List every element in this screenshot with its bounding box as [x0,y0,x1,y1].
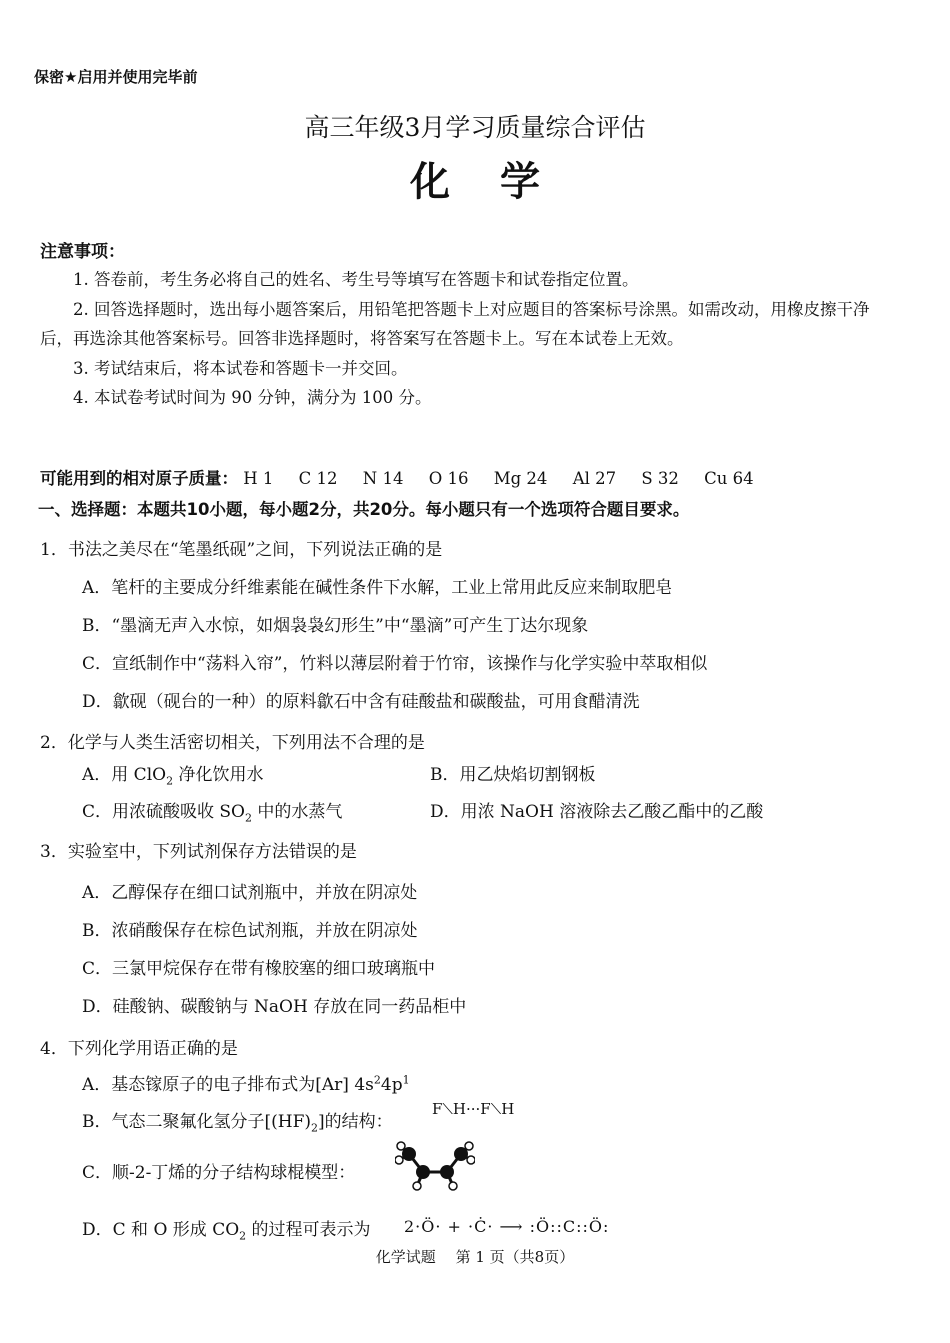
cis-2-butene-ball-stick-model [395,1140,475,1192]
mass-value: O 16 [428,469,469,488]
q1-option-d: D．歙砚（砚台的一种）的原料歙石中含有硅酸盐和碳酸盐，可用食醋清洗 [82,692,640,712]
hf-dimer-structure: F⟍H···F⟍H [432,1100,515,1118]
confidential-label: 保密★启用并使用完毕前 [34,68,198,86]
section-heading: 一、选择题：本题共10小题，每小题2分，共20分。每小题只有一个选项符合题目要求。 [38,500,690,519]
question-1-stem: 1．书法之美尽在“笔墨纸砚”之间，下列说法正确的是 [40,540,443,560]
q3-option-b: B．浓硝酸保存在棕色试剂瓶，并放在阴凉处 [82,921,418,941]
mass-value: C 12 [298,469,338,488]
q2-option-b: B．用乙炔焰切割钢板 [430,765,596,785]
q1-option-b: B．“墨滴无声入水惊，如烟袅袅幻形生”中“墨滴”可产生丁达尔现象 [82,616,589,636]
hydrogen-atom [449,1182,457,1190]
mass-value: H 1 [243,469,274,488]
hydrogen-atom [467,1156,475,1164]
q3-option-c: C．三氯甲烷保存在带有橡胶塞的细口玻璃瓶中 [82,959,436,979]
exam-title: 高三年级3月学习质量综合评估 [304,113,646,142]
notice-heading: 注意事项： [40,242,125,262]
atomic-masses-label: 可能用到的相对原子质量： [40,469,238,488]
notice-item: 3. 考试结束后，将本试卷和答题卡一并交回。 [73,358,408,378]
hydrogen-atom [395,1156,403,1164]
notice-item: 2. 回答选择题时，选出每小题答案后，用铅笔把答题卡上对应题目的答案标号涂黑。如需改动，用橡皮擦干净后，再选涂其他答案标号。回答非选择题时，将答案写在答题卡上。写在本试卷上无效。 [40,299,870,348]
mass-value: Al 27 [572,469,617,488]
question-4-stem: 4．下列化学用语正确的是 [40,1039,238,1059]
notice-item: 1. 答卷前，考生务必将自己的姓名、考生号等填写在答题卡和试卷指定位置。 [73,270,639,289]
q2-option-d: D．用浓 NaOH 溶液除去乙酸乙酯中的乙酸 [430,802,764,822]
atomic-masses [40,465,774,489]
page-footer: 化学试题 第 1 页（共8页） [375,1248,575,1266]
notice-list [40,265,870,413]
carbon-atom [416,1165,430,1179]
q1-option-a: A．笔杆的主要成分纤维素能在碱性条件下水解，工业上常用此反应来制取肥皂 [82,578,673,598]
q1-option-c: C．宣纸制作中“荡料入帘”，竹料以薄层附着于竹帘，该操作与化学实验中萃取相似 [82,654,708,674]
q4-option-a: A．基态镓原子的电子排布式为[Ar] $4s^24p^1$ [82,1073,410,1095]
q3-option-a: A．乙醇保存在细口试剂瓶中，并放在阴凉处 [82,883,418,903]
question-3-stem: 3．实验室中，下列试剂保存方法错误的是 [40,842,357,862]
notice-item: 4. 本试卷考试时间为 90 分钟，满分为 100 分。 [73,388,432,407]
carbon-atom [440,1165,454,1179]
q4-option-d: D．C 和 O 形成 $CO_2$ 的过程可表示为 [82,1220,371,1243]
q4-option-c: C．顺-2-丁烯的分子结构球棍模型： [82,1163,356,1183]
subject-title: 化学 [410,158,590,205]
hydrogen-atom [397,1142,405,1150]
lewis-equation: 2·Ö· + ·Ċ· ⟶ :Ö::C::Ö: [404,1217,610,1236]
mass-value: N 14 [362,469,404,488]
q3-option-d: D．硅酸钠、碳酸钠与 NaOH 存放在同一药品柜中 [82,997,467,1017]
hydrogen-atom [465,1142,473,1150]
mass-value: S 32 [641,469,679,488]
mass-value: Cu 64 [704,469,754,488]
q4-option-b: B．气态二聚氟化氢分子$[(HF)_2]$的结构： [82,1112,393,1135]
q2-option-c: C．用浓硫酸吸收 $SO_2$ 中的水蒸气 [82,802,343,825]
mass-value: Mg 24 [493,469,548,488]
q2-option-a: A．用 ClO$_2$ 净化饮用水 [82,765,264,788]
question-2-stem: 2．化学与人类生活密切相关，下列用法不合理的是 [40,733,425,753]
hydrogen-atom [413,1182,421,1190]
